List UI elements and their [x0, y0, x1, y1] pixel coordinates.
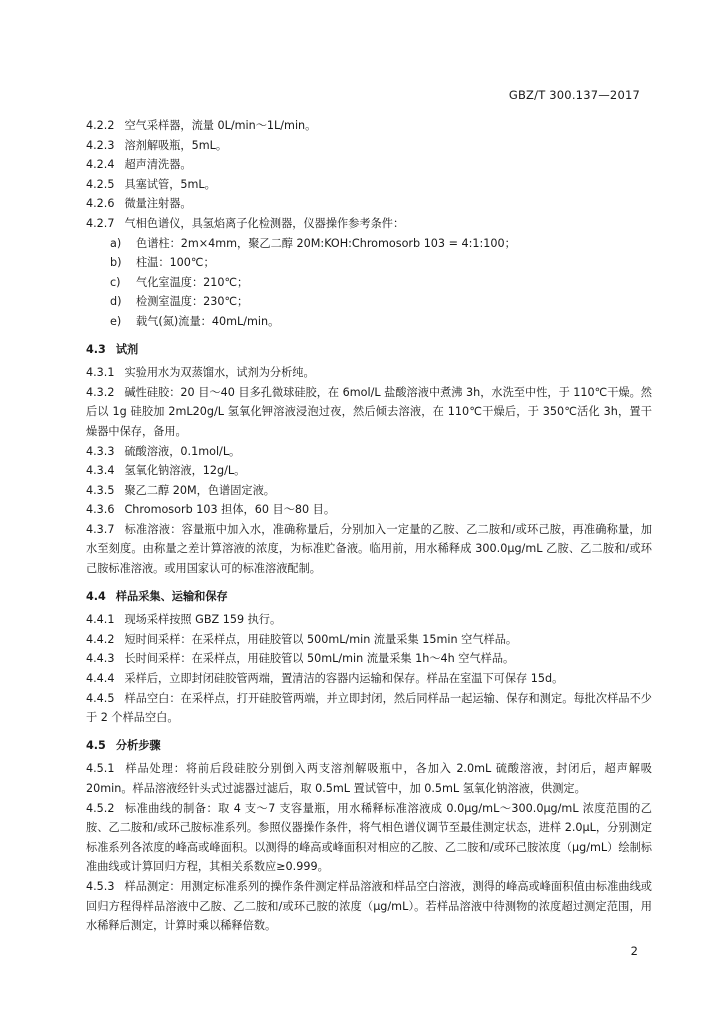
- clause-text: 样品空白：在采样点，打开硅胶管两端，并立即封闭，然后同样品一起运输、保存和测定。每批次样品不少于 2 个样品空白。: [86, 691, 652, 725]
- clause-4-5-3: [86, 877, 652, 936]
- clause-number: 4.2.6: [86, 197, 115, 211]
- clause-text: 溶剂解吸瓶，5mL。: [124, 138, 228, 152]
- clause-4-2-2: [86, 116, 652, 136]
- section-number: 4.5: [86, 738, 106, 752]
- clause-4-3-6: [86, 500, 652, 520]
- gc-conditions-list: [86, 234, 652, 332]
- clause-number: 4.2.7: [86, 216, 115, 230]
- clause-4-4-5: [86, 689, 652, 728]
- clause-4-4-4: [86, 669, 652, 689]
- list-text: 检测室温度：230℃；: [136, 295, 249, 309]
- gc-condition-a: [86, 234, 652, 254]
- clause-4-5-2: [86, 799, 652, 877]
- list-marker: c): [110, 275, 121, 289]
- section-heading-4-5: [86, 736, 652, 756]
- section-title: 分析步骤: [115, 738, 161, 752]
- document-body: [86, 116, 652, 936]
- clause-number: 4.2.2: [86, 119, 115, 132]
- sampling-list: [86, 610, 652, 728]
- clause-4-2-6: [86, 194, 652, 214]
- equipment-list: [86, 116, 652, 234]
- clause-number: 4.5.3: [86, 879, 115, 893]
- clause-text: 样品处理：将前后段硅胶分别倒入两支溶剂解吸瓶中，各加入 2.0mL 硫酸溶液，封闭后，超声解吸 20min。样品溶液经针头式过滤器过滤后，取 0.5mL 置试管中，加 0.5mL 氢氧化钠溶液，供测定。: [86, 762, 652, 795]
- clause-number: 4.4.4: [86, 672, 115, 686]
- clause-text: 长时间采样：在采样点，用硅胶管以 50mL/min 流量采集 1h～4h 空气样品。: [124, 652, 515, 666]
- clause-4-3-7: [86, 520, 652, 579]
- clause-4-3-5: [86, 481, 652, 501]
- clause-4-2-3: [86, 136, 652, 156]
- clause-number: 4.5.2: [86, 801, 115, 815]
- list-text: 柱温：100℃；: [136, 256, 215, 270]
- clause-4-2-7: [86, 214, 652, 234]
- gc-condition-c: [86, 273, 652, 293]
- clause-text: Chromosorb 103 担体，60 目～80 目。: [124, 503, 336, 517]
- clause-text: 样品测定：用测定标准系列的操作条件测定样品溶液和样品空白溶液，测得的峰高或峰面积值由标准曲线或回归方程得样品溶液中乙胺、乙二胺和/或环己胺的浓度（μg/mL）。若样品溶液中待测物的浓度超过测定范围，用水稀释后测定，计算时乘以稀释倍数。: [86, 879, 652, 933]
- clause-4-2-4: [86, 155, 652, 175]
- clause-text: 聚乙二醇 20M，色谱固定液。: [124, 483, 275, 497]
- clause-number: 4.4.2: [86, 632, 115, 646]
- clause-number: 4.5.1: [86, 762, 115, 776]
- clause-text: 硫酸溶液，0.1mol/L。: [124, 444, 241, 458]
- clause-text: 短时间采样：在采样点，用硅胶管以 500mL/min 流量采集 15min 空气样品。: [124, 632, 518, 646]
- reagents-list: [86, 363, 652, 579]
- clause-number: 4.4.1: [86, 613, 115, 627]
- section-number: 4.3: [86, 342, 106, 356]
- clause-text: 实验用水为双蒸馏水，试剂为分析纯。: [124, 366, 315, 380]
- list-text: 色谱柱：2m×4mm，聚乙二醇 20M:KOH:Chromosorb 103 = 4:1:100；: [136, 236, 516, 250]
- clause-text: 氢氧化钠溶液，12g/L。: [124, 464, 246, 478]
- clause-number: 4.3.6: [86, 503, 115, 517]
- clause-number: 4.4.5: [86, 691, 115, 705]
- clause-text: 标准曲线的制备：取 4 支～7 支容量瓶，用水稀释标准溶液成 0.0μg/mL～300.0μg/mL 浓度范围的乙胺、乙二胺和/或环己胺标准系列。参照仪器操作条件，将气相色谱仪调节至最佳测定状态，进样 2.0μL，分别测定标准系列各浓度的峰高或峰面积。以测得的峰高或峰面积对相应的乙胺、乙二胺和/或环己胺浓度（μg/mL）绘制标准曲线或计算回归方程，其相关系数应≥0.999。: [86, 801, 652, 874]
- clause-number: 4.3.1: [86, 366, 115, 380]
- document-code: GBZ/T 300.137—2017: [508, 88, 640, 102]
- clause-4-2-5: [86, 175, 652, 195]
- clause-number: 4.3.7: [86, 522, 115, 536]
- section-number: 4.4: [86, 589, 106, 603]
- analysis-list: [86, 759, 652, 935]
- list-marker: b): [110, 256, 122, 270]
- section-heading-4-3: [86, 340, 652, 360]
- clause-4-3-2: [86, 383, 652, 442]
- clause-number: 4.4.3: [86, 652, 115, 666]
- clause-text: 标准溶液：容量瓶中加入水，准确称量后，分别加入一定量的乙胺、乙二胺和/或环己胺，再准确称量，加水至刻度。由称量之差计算溶液的浓度，为标准贮备液。临用前，用水稀释成 300.0μg/mL 乙胺、乙二胺和/或环己胺标准溶液。或用国家认可的标准溶液配制。: [86, 522, 652, 576]
- gc-condition-b: [86, 253, 652, 273]
- section-title: 样品采集、运输和保存: [115, 589, 228, 603]
- list-text: 气化室温度：210℃；: [136, 275, 249, 289]
- clause-text: 具塞试管，5mL。: [124, 177, 216, 191]
- list-text: 载气(氮)流量：40mL/min。: [136, 314, 280, 328]
- clause-4-4-3: [86, 649, 652, 669]
- clause-number: 4.2.3: [86, 138, 115, 152]
- clause-number: 4.3.4: [86, 464, 115, 478]
- clause-number: 4.2.5: [86, 177, 115, 191]
- list-marker: e): [110, 314, 122, 328]
- section-title: 试剂: [115, 342, 139, 356]
- clause-number: 4.2.4: [86, 158, 115, 172]
- clause-text: 采样后，立即封闭硅胶管两端，置清洁的容器内运输和保存。样品在室温下可保存 15d。: [124, 672, 564, 686]
- section-heading-4-4: [86, 587, 652, 607]
- clause-number: 4.3.3: [86, 444, 115, 458]
- clause-4-3-1: [86, 363, 652, 383]
- page-number: 2: [630, 944, 638, 958]
- clause-text: 微量注射器。: [124, 197, 192, 211]
- clause-4-5-1: [86, 759, 652, 798]
- clause-text: 碱性硅胶：20 目～40 目多孔微球硅胶，在 6mol/L 盐酸溶液中煮沸 3h，水洗至中性，于 110℃干燥。然后以 1g 硅胶加 2mL20g/L 氢氧化钾溶液浸泡过夜，然后倾去溶液，在 110℃干燥后，于 350℃活化 3h，置干燥器中保存，备用。: [86, 385, 652, 438]
- gc-condition-e: [86, 312, 652, 332]
- gc-condition-d: [86, 292, 652, 312]
- clause-4-4-1: [86, 610, 652, 630]
- clause-4-3-4: [86, 461, 652, 481]
- clause-4-3-3: [86, 442, 652, 462]
- list-marker: d): [110, 295, 122, 309]
- clause-text: 气相色谱仪，具氢焰离子化检测器，仪器操作参考条件：: [124, 216, 405, 230]
- clause-4-4-2: [86, 630, 652, 650]
- clause-number: 4.3.5: [86, 483, 115, 497]
- clause-text: 超声清洗器。: [124, 158, 192, 172]
- list-marker: a): [110, 236, 122, 250]
- clause-number: 4.3.2: [86, 385, 115, 399]
- clause-text: 空气采样器，流量 0L/min～1L/min。: [124, 119, 317, 132]
- clause-text: 现场采样按照 GBZ 159 执行。: [124, 613, 282, 627]
